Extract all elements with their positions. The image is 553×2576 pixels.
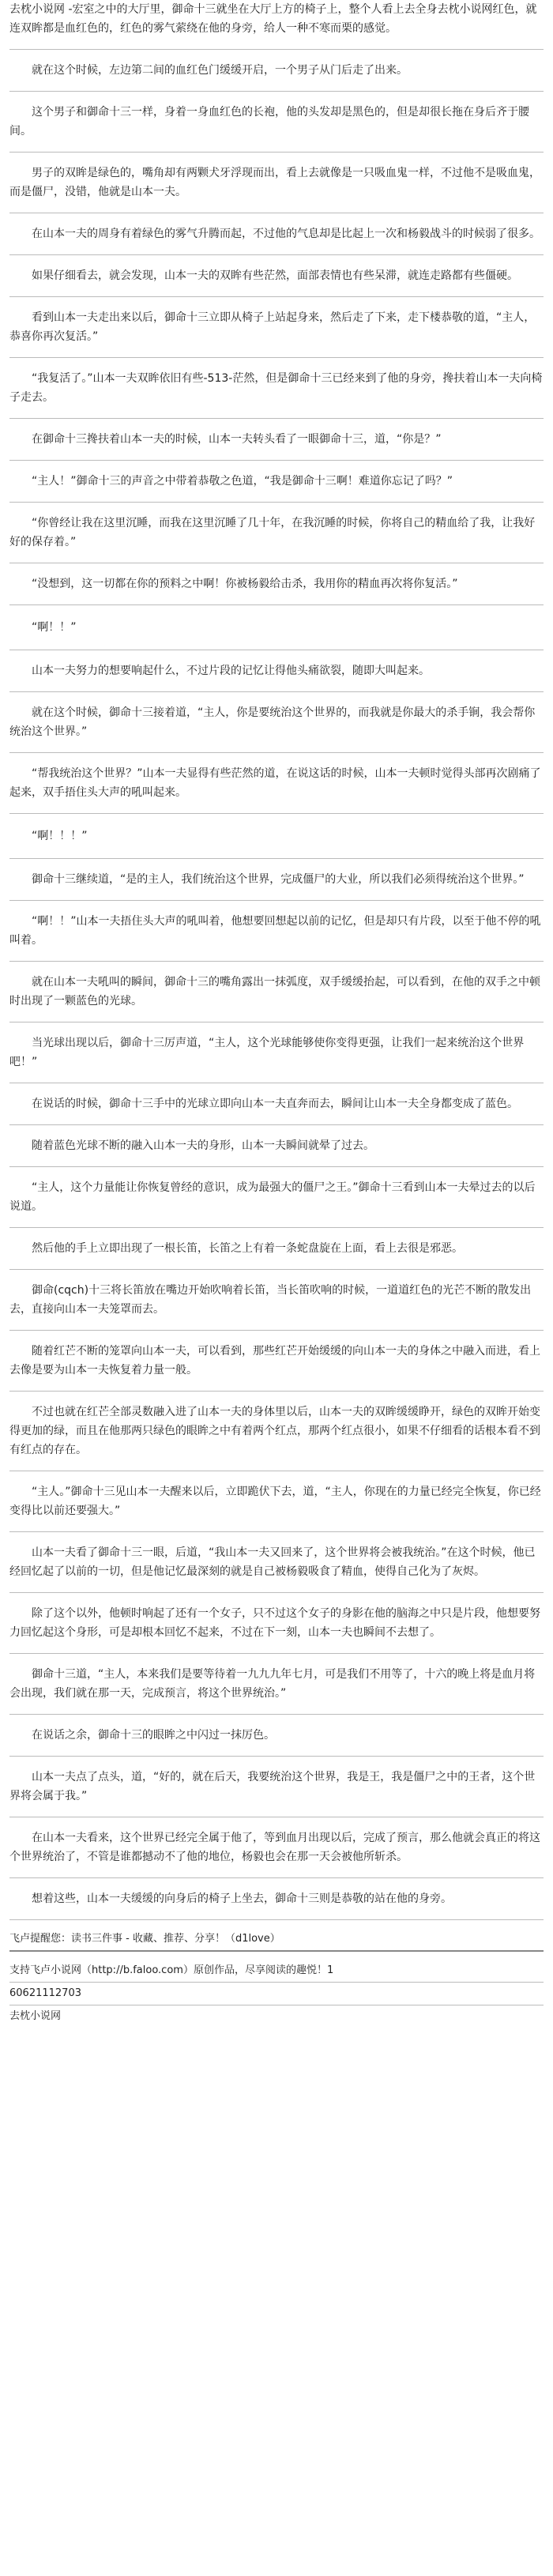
site-name: 去枕小说网: [9, 2010, 62, 2022]
paragraph: “主人！”御命十三的声音之中带着恭敬之色道，“我是御命十三啊！难道你忘记了吗？”: [9, 461, 544, 503]
reading-notice: 飞卢提醒您：读书三件事 - 收藏、推荐、分享！（d1love）: [9, 1928, 544, 1952]
paragraph: 然后他的手上立即出现了一根长笛，长笛之上有着一条蛇盘旋在上面，看上去很是邪恶。: [9, 1228, 544, 1270]
paragraph: 就在这个时候，御命十三接着道，“主人，你是要统治这个世界的，而我就是你最大的杀手锏，我会帮你统治这个世界。”: [9, 692, 544, 753]
paragraph: 想着这些，山本一夫缓缓的向身后的椅子上坐去，御命十三则是恭敬的站在他的身旁。: [9, 1878, 544, 1920]
paragraph: 除了这个以外，他顿时响起了还有一个女子，只不过这个女子的身影在他的脑海之中只是片段，他想要努力回忆起这个身形，可是却根本回忆不起来，不过在下一刻，山本一夫也瞬间不去想了。: [9, 1593, 544, 1654]
paragraph: 去枕小说网 -宏室之中的大厅里，御命十三就坐在大厅上方的椅子上，整个人看上去全身去枕小说网红色，就连双眸都是血红色的，红色的雾气萦绕在他的身旁，给人一种不寒而栗的感觉。: [9, 0, 544, 50]
paragraph: “我复活了。”山本一夫双眸依旧有些-513-茫然，但是御命十三已经来到了他的身旁，搀扶着山本一夫向椅子走去。: [9, 358, 544, 419]
page-code: 60621112703: [9, 1983, 544, 2005]
paragraph: 如果仔细看去，就会发现，山本一夫的双眸有些茫然，面部表情也有些呆滞，就连走路都有些僵硬。: [9, 255, 544, 297]
paragraph: “帮我统治这个世界？”山本一夫显得有些茫然的道，在说这话的时候，山本一夫顿时觉得头部再次剧痛了起来，双手捂住头大声的吼叫起来。: [9, 753, 544, 814]
paragraph: 在山本一夫的周身有着绿色的雾气升腾而起，不过他的气息却是比起上一次和杨毅战斗的时候弱了很多。: [9, 213, 544, 255]
paragraph: 御命十三道，“主人，本来我们是要等待着一九九九年七月，可是我们不用等了，十六的晚上将是血月将会出现，我们就在那一天，完成预言，将这个世界统治。”: [9, 1654, 544, 1715]
paragraph: 不过也就在红芒全部灵数融入进了山本一夫的身体里以后，山本一夫的双眸缓缓睁开，绿色的双眸开始变得更加的绿，而且在他那两只绿色的眼眸之中有着两个红点，那两个红点很小，如果不仔细看的话根本看不到有红点的存在。: [9, 1392, 544, 1471]
paragraph: 在说话之余，御命十三的眼眸之中闪过一抹厉色。: [9, 1715, 544, 1757]
paragraph: 山本一夫看了御命十三一眼，后道，“我山本一夫又回来了，这个世界将会被我统治。”在这个时候，他已经回忆起了以前的一切，但是他记忆最深刻的就是自己被杨毅吸食了精血，使得自己化为了灰烬。: [9, 1532, 544, 1593]
chapter-body: [9, 0, 544, 1920]
paragraph: 在说话的时候，御命十三手中的光球立即向山本一夫直奔而去，瞬间让山本一夫全身都变成了蓝色。: [9, 1083, 544, 1125]
paragraph: 当光球出现以后，御命十三厉声道，“主人，这个光球能够使你变得更强，让我们一起来统治这个世界吧！”: [9, 1022, 544, 1083]
paragraph: 男子的双眸是绿色的，嘴角却有两颗犬牙浮现而出，看上去就像是一只吸血鬼一样，不过他不是吸血鬼，而是僵尸，没错，他就是山本一夫。: [9, 153, 544, 213]
paragraph: “没想到，这一切都在你的预料之中啊！你被杨毅给击杀，我用你的精血再次将你复活。”: [9, 563, 544, 605]
paragraph: “啊！！”: [9, 605, 544, 650]
paragraph: 在山本一夫看来，这个世界已经完全属于他了，等到血月出现以后，完成了预言，那么他就会真正的将这个世界统治了，不管是谁都撼动不了他的地位，杨毅也会在那一天会被他所斩杀。: [9, 1817, 544, 1878]
paragraph: “主人，这个力量能让你恢复曾经的意识，成为最强大的僵尸之王。”御命十三看到山本一夫晕过去的以后说道。: [9, 1167, 544, 1228]
paragraph: 在御命十三搀扶着山本一夫的时候，山本一夫转头看了一眼御命十三，道，“你是？”: [9, 419, 544, 461]
paragraph: 就在山本一夫吼叫的瞬间，御命十三的嘴角露出一抹弧度，双手缓缓抬起，可以看到，在他的双手之中顿时出现了一颗蓝色的光球。: [9, 962, 544, 1022]
paragraph: 就在这个时候，左边第二间的血红色门缓缓开启，一个男子从门后走了出来。: [9, 50, 544, 92]
support-link-text[interactable]: 支持飞卢小说网（http://b.faloo.com）原创作品，尽享阅读的趣悦！1: [9, 1960, 544, 1983]
paragraph: 御命(cqch)十三将长笛放在嘴边开始吹响着长笛，当长笛吹响的时候，一道道红色的光芒不断的散发出去，直接向山本一夫笼罩而去。: [9, 1270, 544, 1331]
paragraph: 御命十三继续道，“是的主人，我们统治这个世界，完成僵尸的大业，所以我们必须得统治这个世界。”: [9, 859, 544, 901]
paragraph: 山本一夫点了点头，道，“好的，就在后天，我要统治这个世界，我是王，我是僵尸之中的王者，这个世界将会属于我。”: [9, 1757, 544, 1817]
spacer: [9, 1920, 544, 1928]
paragraph: 这个男子和御命十三一样，身着一身血红色的长袍，他的头发却是黑色的，但是却很长拖在身后齐于腰间。: [9, 92, 544, 153]
spacer: [9, 1952, 544, 1960]
paragraph: 山本一夫努力的想要响起什么，不过片段的记忆让得他头痛欲裂，随即大叫起来。: [9, 650, 544, 692]
paragraph: 看到山本一夫走出来以后，御命十三立即从椅子上站起身来，然后走了下来，走下楼恭敬的道，“主人，恭喜你再次复活。”: [9, 297, 544, 358]
paragraph: “你曾经让我在这里沉睡，而我在这里沉睡了几十年，在我沉睡的时候，你将自己的精血给了我，让我好好的保存着。”: [9, 503, 544, 563]
paragraph: 随着蓝色光球不断的融入山本一夫的身形，山本一夫瞬间就晕了过去。: [9, 1125, 544, 1167]
paragraph: “啊！！！”: [9, 814, 544, 859]
chapter-footer: [9, 1928, 544, 2028]
paragraph: 随着红芒不断的笼罩向山本一夫，可以看到，那些红芒开始缓缓的向山本一夫的身体之中融入而进，看上去像是要为山本一夫恢复着力量一般。: [9, 1331, 544, 1392]
paragraph: “主人。”御命十三见山本一夫醒来以后，立即跪伏下去，道，“主人，你现在的力量已经完全恢复，你已经变得比以前还要强大。”: [9, 1471, 544, 1532]
paragraph: “啊！！”山本一夫捂住头大声的吼叫着，他想要回想起以前的记忆，但是却只有片段，以至于他不停的吼叫着。: [9, 901, 544, 962]
